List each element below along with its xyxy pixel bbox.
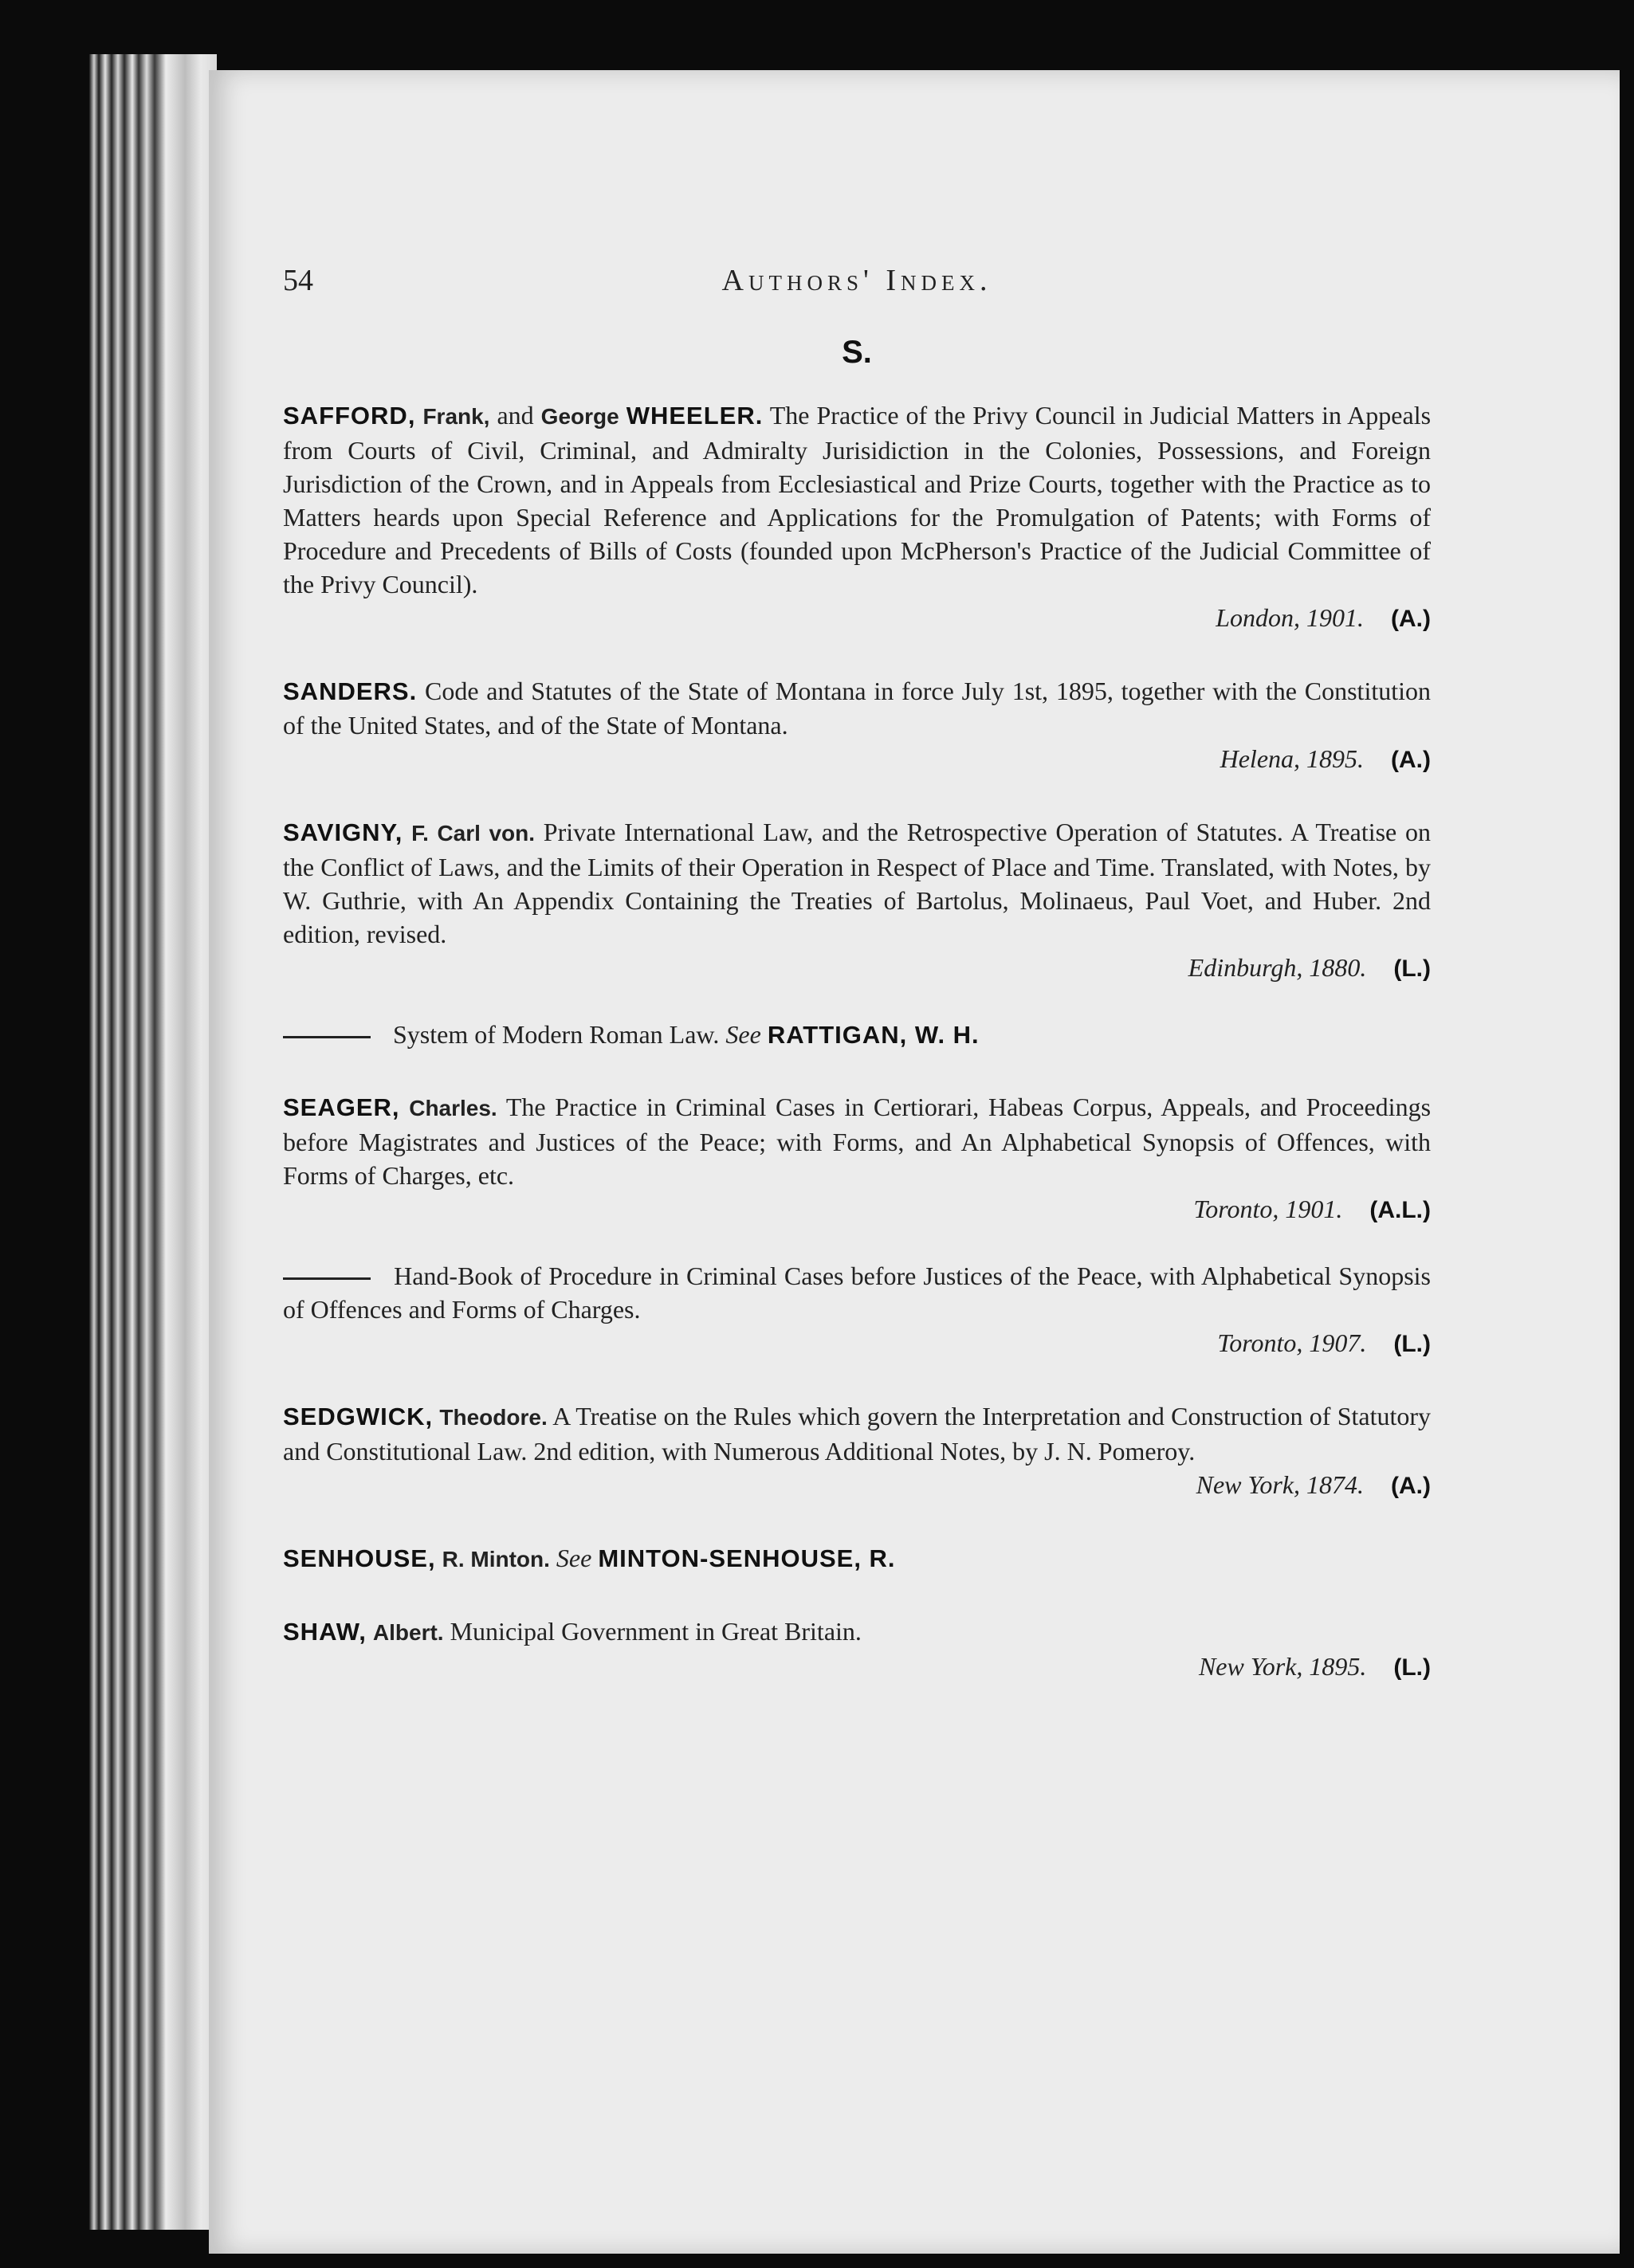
imprint-place: Toronto, 1907. xyxy=(1217,1328,1367,1357)
entry-title: Code and Statutes of the State of Montana in force July 1st, 1895, together with the Constitution of the United States, and of the State of Montana. xyxy=(283,677,1432,740)
see-word: See xyxy=(725,1020,761,1049)
index-entry-safford xyxy=(283,398,1431,636)
author-given: Albert. xyxy=(372,1620,444,1645)
running-title: Authors' Index. xyxy=(721,264,992,297)
imprint-place: New York, 1874. xyxy=(1196,1470,1365,1499)
author-given: R. Minton. xyxy=(442,1547,550,1572)
index-entry-seager-handbook xyxy=(283,1259,1431,1361)
ditto-dash xyxy=(283,1036,371,1038)
entry-imprint xyxy=(283,951,1431,986)
entry-imprint xyxy=(283,1192,1431,1227)
entry-title: The Practice in Criminal Cases in Certiorari, Habeas Corpus, Appeals, and Proceedings before Magistrates and Justices of the Peace; with Forms, and An Alphabetical Synopsis of Offences, with Forms of Charges, etc. xyxy=(283,1093,1432,1190)
index-entry-savigny xyxy=(283,815,1431,986)
imprint-place: London, 1901. xyxy=(1216,603,1365,632)
entry-title: Municipal Government in Great Britain. xyxy=(450,1617,862,1646)
entry-imprint xyxy=(283,601,1431,636)
author-given: Charles. xyxy=(409,1096,497,1120)
coauthor-given: George xyxy=(540,404,619,429)
entry-imprint xyxy=(283,1326,1431,1361)
see-word: See xyxy=(556,1544,592,1572)
library-location: (L.) xyxy=(1393,955,1431,982)
library-location: (L.) xyxy=(1393,1654,1431,1681)
index-entry-savigny-see xyxy=(283,1018,1431,1052)
entry-title: Private International Law, and the Retrospective Operation of Statutes. A Treatise on the Conflict of Laws, and the Limits of their Operation in Respect of Place and Time. Translated, with Notes, by W. Guthrie, with An Appendix Containing the Treaties of Bartolus, Molinaeus, Paul Voet, and Huber. 2nd edition, revised. xyxy=(283,818,1432,948)
author-surname: SAFFORD, xyxy=(283,402,416,430)
entry-title: The Practice of the Privy Council in Judicial Matters in Appeals from Courts of Civil, Criminal, and Admiralty Jurisidiction in the Colonies, Possessions, and Foreign Jurisdiction of the Crown, and in Appeals from Ecclesiastical and Prize Courts, together with the Practice as to Matters heards upon Special Reference and Applications for the Promulgation of Patents; with Forms of Procedure and Precedents of Bills of Costs (founded upon McPherson's Practice of the Judicial Committee of the Privy Council). xyxy=(283,401,1432,598)
entry-title: A Treatise on the Rules which govern the Interpretation and Construction of Statutory and Constitutional Law. 2nd edition, with Numerous Additional Notes, by J. N. Pomeroy. xyxy=(283,1402,1432,1466)
ditto-dash xyxy=(283,1277,371,1280)
see-reference: MINTON-SENHOUSE, R. xyxy=(598,1544,896,1572)
author-surname: SHAW, xyxy=(283,1618,367,1646)
section-letter: S. xyxy=(842,335,872,370)
entry-title: Hand-Book of Procedure in Criminal Cases before Justices of the Peace, with Alphabetical Synopsis of Offences and Forms of Charges. xyxy=(283,1262,1432,1324)
library-location: (L.) xyxy=(1393,1331,1431,1357)
library-location: (A.) xyxy=(1391,606,1431,632)
author-surname: SEAGER, xyxy=(283,1093,400,1121)
library-location: (A.) xyxy=(1391,747,1431,773)
author-joiner: and xyxy=(497,401,534,430)
library-location: (A.L.) xyxy=(1369,1197,1431,1223)
entry-imprint xyxy=(283,742,1431,777)
index-entry-senhouse xyxy=(283,1541,1431,1576)
author-surname: SEDGWICK, xyxy=(283,1403,434,1430)
imprint-place: Toronto, 1901. xyxy=(1193,1195,1343,1223)
entry-title: System of Modern Roman Law. xyxy=(393,1020,720,1049)
page-header xyxy=(283,263,1431,311)
page-number: 54 xyxy=(283,264,313,297)
author-given: F. Carl von. xyxy=(411,821,536,846)
entry-imprint xyxy=(283,1650,1431,1685)
book-page-edges xyxy=(89,54,217,2230)
index-entry-seager xyxy=(283,1090,1431,1227)
library-location: (A.) xyxy=(1391,1473,1431,1499)
author-surname: SENHOUSE, xyxy=(283,1544,436,1572)
index-entry-shaw xyxy=(283,1615,1431,1685)
index-entries xyxy=(283,398,1431,1723)
see-reference: RATTIGAN, W. H. xyxy=(767,1021,980,1049)
coauthor-surname: WHEELER. xyxy=(626,402,764,430)
imprint-place: New York, 1895. xyxy=(1198,1652,1367,1681)
imprint-place: Helena, 1895. xyxy=(1220,744,1365,773)
entry-imprint xyxy=(283,1468,1431,1503)
index-entry-sanders xyxy=(283,674,1431,777)
author-surname: SAVIGNY, xyxy=(283,818,403,846)
author-surname: SANDERS. xyxy=(283,677,418,705)
index-entry-sedgwick xyxy=(283,1399,1431,1503)
author-given: Theodore. xyxy=(439,1405,548,1430)
imprint-place: Edinburgh, 1880. xyxy=(1188,953,1367,982)
author-given: Frank, xyxy=(422,404,490,429)
